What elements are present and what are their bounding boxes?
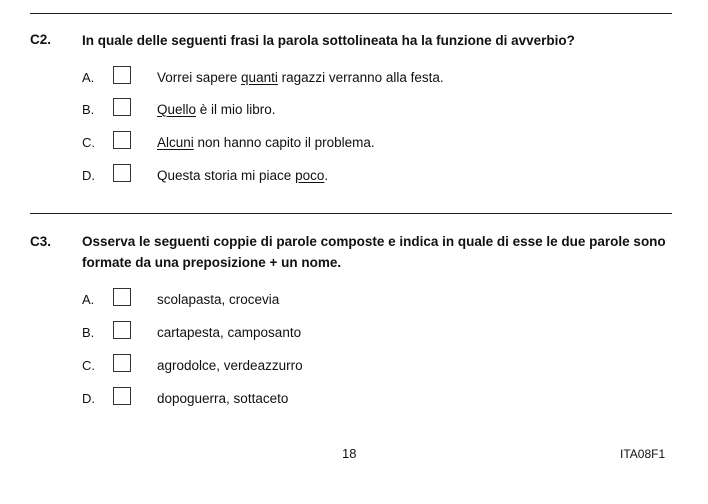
option-text: cartapesta, camposanto — [157, 325, 302, 340]
option-letter: B. — [82, 325, 95, 340]
option-letter: A. — [82, 70, 95, 85]
option-text: Quello è il mio libro. — [157, 102, 276, 117]
option-text: agrodolce, verdeazzurro — [157, 358, 303, 373]
option-c2-d — [82, 164, 642, 188]
option-text: dopoguerra, sottaceto — [157, 391, 289, 406]
option-letter: B. — [82, 102, 95, 117]
question-number-c3: C3. — [30, 234, 52, 249]
option-checkbox[interactable] — [113, 354, 131, 372]
option-checkbox[interactable] — [113, 164, 131, 182]
option-checkbox[interactable] — [113, 98, 131, 116]
question-text-c2: In quale delle seguenti frasi la parola sottolineata ha la funzione di avverbio? — [82, 33, 575, 48]
option-letter: C. — [82, 135, 95, 150]
option-letter: C. — [82, 358, 95, 373]
underlined-word: quanti — [241, 70, 278, 85]
underlined-word: Quello — [157, 102, 197, 117]
question-number-c2: C2. — [30, 32, 52, 47]
option-checkbox[interactable] — [113, 288, 131, 306]
option-text: Alcuni non hanno capito il problema. — [157, 135, 375, 150]
option-checkbox[interactable] — [113, 66, 131, 84]
option-checkbox[interactable] — [113, 387, 131, 405]
option-c3-d — [82, 387, 642, 411]
underlined-word: Alcuni — [157, 135, 194, 150]
page-number: 18 — [342, 446, 357, 461]
section-divider — [30, 213, 672, 214]
option-checkbox[interactable] — [113, 131, 131, 149]
option-c3-c — [82, 354, 642, 378]
option-text: Questa storia mi piace poco. — [157, 168, 329, 183]
underlined-word: poco — [295, 168, 325, 183]
option-c2-c — [82, 131, 642, 155]
option-c3-b — [82, 321, 642, 345]
top-divider — [30, 13, 672, 14]
option-text: scolapasta, crocevia — [157, 292, 280, 307]
option-text: Vorrei sapere quanti ragazzi verranno alla festa. — [157, 70, 444, 85]
option-c2-a — [82, 66, 642, 90]
document-code: ITA08F1 — [620, 447, 666, 461]
question-text-c3: Osserva le seguenti coppie di parole composte e indica in quale di esse le due parole sono formate da una preposizione + un nome. — [82, 234, 666, 270]
option-letter: D. — [82, 391, 95, 406]
option-letter: A. — [82, 292, 95, 307]
option-c2-b — [82, 98, 642, 122]
option-letter: D. — [82, 168, 95, 183]
option-c3-a — [82, 288, 642, 312]
option-checkbox[interactable] — [113, 321, 131, 339]
